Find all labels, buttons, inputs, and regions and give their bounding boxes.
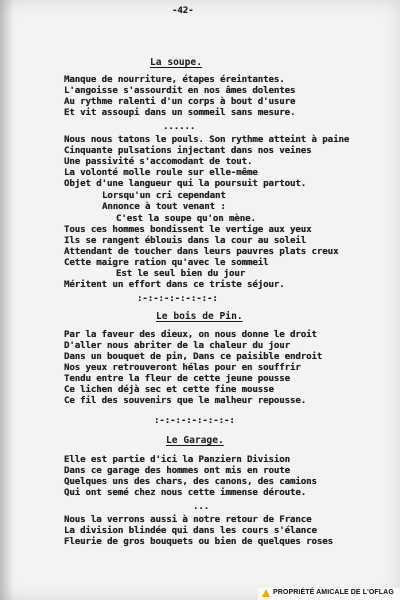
poem-line: Nous la verrons aussi à notre retour de France bbox=[64, 514, 312, 525]
poem-line: Annonce à tout venant : bbox=[102, 201, 226, 212]
poem-line: Elle est partie d'ici la Panziern Division bbox=[64, 454, 291, 465]
poem-line: Tous ces hommes bondissent le vertige aux yeux bbox=[64, 224, 312, 235]
poem-line: Nos yeux retrouveront hélas pour en souffrir bbox=[64, 362, 301, 373]
poem-line: L'angoisse s'assourdit en nos âmes dolentes bbox=[64, 85, 296, 96]
poem-line: C'est la soupe qu'on mène. bbox=[116, 213, 256, 224]
poem-line: D'aller nous abriter de la chaleur du jour bbox=[64, 340, 291, 351]
poem-line: Nous nous tatons le pouls. Son rythme atteint à paine bbox=[64, 134, 350, 145]
poem-line: Par la faveur des dieux, on nous donne le droit bbox=[64, 329, 317, 340]
poem-line: Méritent un effort dans ce triste séjour. bbox=[64, 279, 285, 290]
stanza-separator: ... bbox=[193, 501, 210, 512]
poem-line: Au rythme ralenti d'un corps à bout d'usure bbox=[64, 96, 296, 107]
poem-line: Cinquante pulsations injectant dans nos veines bbox=[64, 145, 312, 156]
poem-line: Une passivité s'accomodant de tout. bbox=[64, 156, 253, 167]
poem-line: Ce fil des souvenirs que le malheur repousse. bbox=[64, 395, 307, 406]
poem-line: Quelques uns des chars, des canons, des camions bbox=[64, 476, 317, 487]
section-title-la-soupe: La soupe. bbox=[150, 57, 202, 68]
page-edge-shadow bbox=[0, 0, 14, 600]
poem-line: La division blindée qui dans les cours s'élance bbox=[64, 525, 317, 536]
poem-line: Lorsqu'un cri cependant bbox=[102, 190, 226, 201]
poem-line: Cette maigre ration qu'avec le sommeil bbox=[64, 257, 269, 268]
poem-line: Objet d'une langueur qui la poursuit partout. bbox=[64, 178, 307, 189]
watermark-text: PROPRIÉTÉ AMICALE DE L'OFLAG bbox=[273, 589, 394, 596]
section-title-le-garage: Le Garage. bbox=[166, 435, 224, 446]
poem-line: Ils se rangent éblouis dans la cour au soleil bbox=[64, 235, 307, 246]
poem-line: Tendu entre la fleur de cette jeune pousse bbox=[64, 373, 291, 384]
poem-line: Est le seul bien du jour bbox=[116, 268, 246, 279]
stanza-separator: ...... bbox=[163, 121, 196, 132]
section-separator: :-:-:-:-:-:-:-: bbox=[137, 293, 218, 304]
page-number: -42- bbox=[172, 5, 194, 16]
poem-line: Attendant de toucher dans leurs pauvres plats creux bbox=[64, 246, 339, 257]
poem-line: Dans un bouquet de pin, Dans ce paisible endroit bbox=[64, 351, 323, 362]
poem-line: Fleurie de gros bouquets ou bien de quelques roses bbox=[64, 536, 334, 547]
section-separator: :-:-:-:-:-:-:-: bbox=[154, 415, 235, 426]
poem-line: La volonté molle roule sur elle-même bbox=[64, 167, 258, 178]
poem-line: Manque de nourriture, étapes éreintantes. bbox=[64, 74, 285, 85]
section-title-le-bois-de-pin: Le bois de Pin. bbox=[156, 311, 243, 322]
poem-line: Dans ce garage des hommes ont mis en route bbox=[64, 465, 291, 476]
poem-line: Qui ont semé chez nous cette immense déroute. bbox=[64, 487, 307, 498]
poem-line: Ce lichen déjà sec et cette fine mousse bbox=[64, 384, 274, 395]
warning-triangle-icon bbox=[262, 589, 270, 597]
poem-line: Et vit assoupi dans un sommeil sans mesure. bbox=[64, 107, 296, 118]
